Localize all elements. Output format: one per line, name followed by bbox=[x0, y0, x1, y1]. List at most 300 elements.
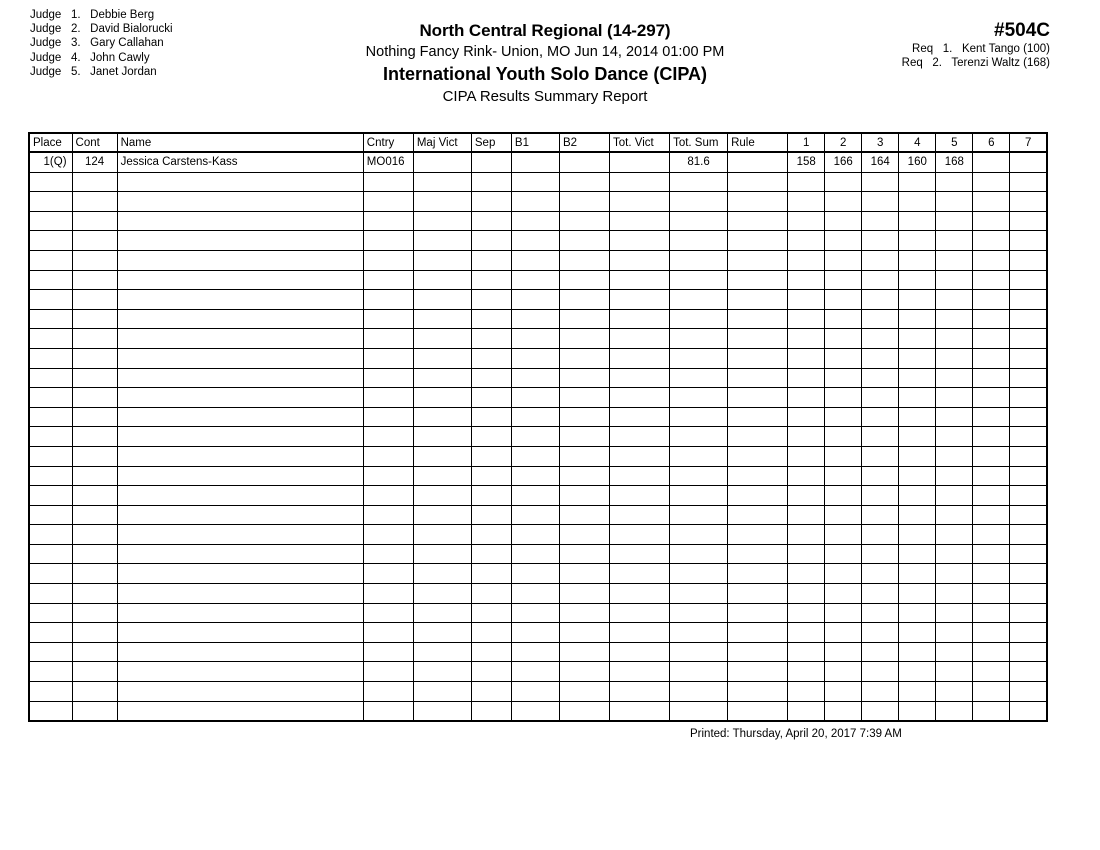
cell-empty bbox=[670, 486, 728, 506]
cell-empty bbox=[559, 290, 609, 310]
cell-empty bbox=[936, 642, 973, 662]
cell-empty bbox=[29, 662, 72, 682]
requirement-name: Kent Tango (100) bbox=[961, 43, 1050, 55]
cell-empty bbox=[559, 172, 609, 192]
cell-empty bbox=[973, 446, 1010, 466]
cell-empty bbox=[29, 682, 72, 702]
cell-empty bbox=[413, 388, 471, 408]
cell-empty bbox=[117, 466, 363, 486]
cell-empty bbox=[825, 231, 862, 251]
cell-empty bbox=[936, 329, 973, 349]
cell-empty bbox=[670, 407, 728, 427]
cell-empty bbox=[413, 662, 471, 682]
cell-empty bbox=[936, 525, 973, 545]
cell-empty bbox=[862, 564, 899, 584]
cell-empty bbox=[1010, 662, 1047, 682]
cell-empty bbox=[1010, 623, 1047, 643]
cell-empty bbox=[1010, 172, 1047, 192]
cell-empty bbox=[1010, 309, 1047, 329]
table-row-empty[interactable] bbox=[29, 505, 1047, 525]
cell-empty bbox=[728, 407, 788, 427]
cell-empty bbox=[899, 584, 936, 604]
cell-empty bbox=[899, 505, 936, 525]
cell-empty bbox=[471, 427, 511, 447]
cell-empty bbox=[363, 642, 413, 662]
table-row-empty[interactable] bbox=[29, 407, 1047, 427]
cell-empty bbox=[29, 525, 72, 545]
cell-empty bbox=[511, 446, 559, 466]
cell-empty bbox=[610, 211, 670, 231]
cell-empty bbox=[511, 544, 559, 564]
cell-empty bbox=[936, 486, 973, 506]
cell-empty bbox=[471, 623, 511, 643]
cell-empty bbox=[72, 192, 117, 212]
cell-empty bbox=[72, 446, 117, 466]
cell-empty bbox=[413, 329, 471, 349]
cell-empty bbox=[610, 525, 670, 545]
cell-empty bbox=[728, 662, 788, 682]
cell-empty bbox=[413, 603, 471, 623]
cell-empty bbox=[1010, 427, 1047, 447]
table-row-empty[interactable] bbox=[29, 427, 1047, 447]
cell-empty bbox=[363, 348, 413, 368]
cell-empty bbox=[1010, 564, 1047, 584]
table-row-empty[interactable] bbox=[29, 309, 1047, 329]
cell-empty bbox=[825, 329, 862, 349]
table-row-empty[interactable] bbox=[29, 446, 1047, 466]
cell-empty bbox=[72, 682, 117, 702]
cell-empty bbox=[899, 211, 936, 231]
cell-empty bbox=[973, 603, 1010, 623]
cell-empty bbox=[936, 388, 973, 408]
cell-empty bbox=[862, 290, 899, 310]
cell-empty bbox=[670, 388, 728, 408]
cell-empty bbox=[862, 466, 899, 486]
cell-empty bbox=[788, 642, 825, 662]
cell-empty bbox=[72, 642, 117, 662]
cell-empty bbox=[788, 466, 825, 486]
table-row-empty[interactable] bbox=[29, 623, 1047, 643]
cell-empty bbox=[471, 701, 511, 721]
cell-empty bbox=[788, 407, 825, 427]
cell-empty bbox=[471, 682, 511, 702]
cell-empty bbox=[117, 309, 363, 329]
cell-empty bbox=[559, 505, 609, 525]
cell-empty bbox=[825, 564, 862, 584]
cell-empty bbox=[788, 701, 825, 721]
cell-empty bbox=[1010, 250, 1047, 270]
cell-empty bbox=[610, 584, 670, 604]
cell-empty bbox=[363, 466, 413, 486]
cell-empty bbox=[117, 407, 363, 427]
table-row-empty[interactable] bbox=[29, 662, 1047, 682]
cell-empty bbox=[728, 250, 788, 270]
cell-empty bbox=[1010, 505, 1047, 525]
cell-empty bbox=[610, 544, 670, 564]
cell-empty bbox=[670, 348, 728, 368]
table-row-empty[interactable] bbox=[29, 466, 1047, 486]
cell-empty bbox=[899, 682, 936, 702]
table-row-empty[interactable] bbox=[29, 584, 1047, 604]
cell-empty bbox=[936, 603, 973, 623]
requirement-label: Req bbox=[901, 57, 923, 70]
cell-empty bbox=[825, 192, 862, 212]
cell-empty bbox=[973, 564, 1010, 584]
cell-empty bbox=[511, 309, 559, 329]
requirement-entry bbox=[902, 56, 1050, 70]
cell-empty bbox=[471, 584, 511, 604]
cell-empty bbox=[471, 250, 511, 270]
table-row-empty[interactable] bbox=[29, 642, 1047, 662]
cell-empty bbox=[899, 290, 936, 310]
cell-empty bbox=[899, 368, 936, 388]
cell-empty bbox=[471, 388, 511, 408]
cell-empty bbox=[29, 250, 72, 270]
cell-empty bbox=[825, 368, 862, 388]
cell-empty bbox=[973, 682, 1010, 702]
cell-empty bbox=[72, 270, 117, 290]
cell-empty bbox=[559, 701, 609, 721]
cell-empty bbox=[973, 623, 1010, 643]
cell-empty bbox=[936, 623, 973, 643]
cell-empty bbox=[363, 250, 413, 270]
cell-judge-2: 166 bbox=[825, 152, 862, 172]
cell-empty bbox=[559, 662, 609, 682]
table-row-empty[interactable] bbox=[29, 329, 1047, 349]
cell-empty bbox=[728, 544, 788, 564]
cell-empty bbox=[862, 270, 899, 290]
cell-empty bbox=[117, 544, 363, 564]
cell-empty bbox=[788, 290, 825, 310]
cell-empty bbox=[559, 446, 609, 466]
cell-empty bbox=[899, 172, 936, 192]
table-row-empty[interactable] bbox=[29, 368, 1047, 388]
cell-empty bbox=[72, 348, 117, 368]
cell-empty bbox=[728, 388, 788, 408]
cell-empty bbox=[117, 270, 363, 290]
cell-empty bbox=[936, 211, 973, 231]
cell-empty bbox=[1010, 486, 1047, 506]
cell-empty bbox=[117, 211, 363, 231]
cell-empty bbox=[862, 642, 899, 662]
cell-cont: 124 bbox=[72, 152, 117, 172]
cell-empty bbox=[559, 192, 609, 212]
cell-empty bbox=[788, 250, 825, 270]
cell-empty bbox=[728, 642, 788, 662]
cell-empty bbox=[117, 603, 363, 623]
cell-empty bbox=[610, 701, 670, 721]
column-header-judge-3: 3 bbox=[862, 133, 899, 152]
cell-empty bbox=[559, 525, 609, 545]
table-row-empty[interactable] bbox=[29, 525, 1047, 545]
cell-empty bbox=[363, 407, 413, 427]
judge-number: 3. bbox=[70, 37, 81, 50]
cell-empty bbox=[363, 701, 413, 721]
cell-empty bbox=[862, 603, 899, 623]
cell-empty bbox=[413, 623, 471, 643]
cell-empty bbox=[899, 662, 936, 682]
cell-empty bbox=[862, 192, 899, 212]
cell-empty bbox=[511, 466, 559, 486]
cell-empty bbox=[862, 584, 899, 604]
cell-empty bbox=[117, 505, 363, 525]
cell-empty bbox=[471, 172, 511, 192]
cell-empty bbox=[788, 603, 825, 623]
table-row-empty[interactable] bbox=[29, 682, 1047, 702]
cell-empty bbox=[29, 486, 72, 506]
cell-empty bbox=[936, 505, 973, 525]
cell-empty bbox=[72, 564, 117, 584]
cell-empty bbox=[29, 603, 72, 623]
cell-empty bbox=[610, 368, 670, 388]
cell-empty bbox=[559, 231, 609, 251]
cell-empty bbox=[973, 427, 1010, 447]
cell-empty bbox=[670, 368, 728, 388]
cell-empty bbox=[610, 407, 670, 427]
judge-label: Judge bbox=[30, 51, 62, 64]
cell-empty bbox=[72, 544, 117, 564]
cell-empty bbox=[610, 623, 670, 643]
cell-empty bbox=[29, 388, 72, 408]
cell-empty bbox=[72, 368, 117, 388]
cell-empty bbox=[1010, 290, 1047, 310]
cell-empty bbox=[363, 211, 413, 231]
cell-empty bbox=[670, 525, 728, 545]
cell-b2 bbox=[559, 152, 609, 172]
cell-empty bbox=[862, 172, 899, 192]
cell-empty bbox=[117, 250, 363, 270]
cell-empty bbox=[728, 329, 788, 349]
cell-empty bbox=[936, 192, 973, 212]
cell-empty bbox=[29, 270, 72, 290]
cell-empty bbox=[862, 427, 899, 447]
table-row-empty[interactable] bbox=[29, 603, 1047, 623]
cell-empty bbox=[72, 211, 117, 231]
cell-empty bbox=[559, 250, 609, 270]
cell-empty bbox=[29, 348, 72, 368]
cell-judge-3: 164 bbox=[862, 152, 899, 172]
cell-empty bbox=[670, 329, 728, 349]
cell-empty bbox=[973, 525, 1010, 545]
table-row-empty[interactable] bbox=[29, 290, 1047, 310]
cell-empty bbox=[471, 290, 511, 310]
cell-empty bbox=[29, 329, 72, 349]
cell-empty bbox=[862, 505, 899, 525]
cell-empty bbox=[511, 486, 559, 506]
cell-empty bbox=[117, 348, 363, 368]
table-row-empty[interactable] bbox=[29, 701, 1047, 721]
cell-empty bbox=[471, 466, 511, 486]
column-header-maj-vict: Maj Vict bbox=[413, 133, 471, 152]
cell-empty bbox=[670, 466, 728, 486]
cell-judge-1: 158 bbox=[788, 152, 825, 172]
judge-label: Judge bbox=[30, 23, 62, 36]
cell-empty bbox=[728, 682, 788, 702]
cell-empty bbox=[559, 642, 609, 662]
cell-empty bbox=[728, 192, 788, 212]
cell-empty bbox=[471, 446, 511, 466]
cell-empty bbox=[825, 623, 862, 643]
column-header-judge-4: 4 bbox=[899, 133, 936, 152]
cell-empty bbox=[788, 427, 825, 447]
cell-empty bbox=[559, 603, 609, 623]
cell-empty bbox=[559, 309, 609, 329]
cell-b1 bbox=[511, 152, 559, 172]
cell-empty bbox=[728, 231, 788, 251]
cell-empty bbox=[363, 368, 413, 388]
cell-empty bbox=[825, 172, 862, 192]
cell-empty bbox=[471, 192, 511, 212]
cell-empty bbox=[728, 701, 788, 721]
cell-empty bbox=[788, 505, 825, 525]
cell-empty bbox=[728, 270, 788, 290]
judge-label: Judge bbox=[30, 37, 62, 50]
cell-empty bbox=[1010, 368, 1047, 388]
cell-empty bbox=[610, 172, 670, 192]
cell-empty bbox=[72, 388, 117, 408]
cell-empty bbox=[825, 584, 862, 604]
cell-empty bbox=[973, 231, 1010, 251]
cell-empty bbox=[825, 446, 862, 466]
cell-empty bbox=[471, 505, 511, 525]
cell-empty bbox=[825, 309, 862, 329]
cell-empty bbox=[72, 231, 117, 251]
cell-empty bbox=[363, 525, 413, 545]
cell-empty bbox=[29, 231, 72, 251]
cell-empty bbox=[973, 329, 1010, 349]
cell-empty bbox=[511, 407, 559, 427]
cell-empty bbox=[117, 231, 363, 251]
cell-empty bbox=[899, 192, 936, 212]
judge-number: 5. bbox=[70, 65, 81, 78]
cell-empty bbox=[413, 584, 471, 604]
cell-empty bbox=[471, 525, 511, 545]
column-header-tot-vict: Tot. Vict bbox=[610, 133, 670, 152]
cell-empty bbox=[29, 309, 72, 329]
cell-empty bbox=[899, 701, 936, 721]
cell-empty bbox=[936, 584, 973, 604]
cell-empty bbox=[363, 427, 413, 447]
cell-empty bbox=[899, 623, 936, 643]
cell-empty bbox=[29, 623, 72, 643]
judge-label: Judge bbox=[30, 9, 62, 21]
results-table bbox=[28, 132, 1048, 722]
cell-empty bbox=[825, 211, 862, 231]
cell-empty bbox=[973, 642, 1010, 662]
cell-empty bbox=[117, 642, 363, 662]
column-header-b1: B1 bbox=[511, 133, 559, 152]
cell-empty bbox=[1010, 701, 1047, 721]
cell-empty bbox=[363, 564, 413, 584]
cell-empty bbox=[72, 584, 117, 604]
cell-empty bbox=[1010, 642, 1047, 662]
cell-empty bbox=[72, 701, 117, 721]
cell-empty bbox=[471, 231, 511, 251]
table-row-empty[interactable] bbox=[29, 348, 1047, 368]
cell-empty bbox=[72, 603, 117, 623]
cell-empty bbox=[936, 270, 973, 290]
cell-empty bbox=[825, 486, 862, 506]
cell-empty bbox=[72, 250, 117, 270]
cell-empty bbox=[862, 682, 899, 702]
cell-empty bbox=[117, 427, 363, 447]
column-header-sep: Sep bbox=[471, 133, 511, 152]
table-row-empty[interactable] bbox=[29, 486, 1047, 506]
table-row-empty[interactable] bbox=[29, 544, 1047, 564]
table-row-empty[interactable] bbox=[29, 270, 1047, 290]
column-header-place: Place bbox=[29, 133, 72, 152]
table-row-empty[interactable] bbox=[29, 250, 1047, 270]
cell-empty bbox=[936, 466, 973, 486]
cell-empty bbox=[788, 446, 825, 466]
cell-empty bbox=[559, 584, 609, 604]
cell-empty bbox=[670, 584, 728, 604]
cell-empty bbox=[862, 368, 899, 388]
cell-empty bbox=[117, 525, 363, 545]
cell-empty bbox=[72, 662, 117, 682]
cell-empty bbox=[936, 427, 973, 447]
cell-empty bbox=[29, 211, 72, 231]
cell-empty bbox=[825, 525, 862, 545]
cell-empty bbox=[511, 270, 559, 290]
cell-empty bbox=[117, 662, 363, 682]
judge-entry bbox=[30, 51, 173, 65]
event-number: #504C bbox=[994, 20, 1050, 41]
cell-empty bbox=[728, 211, 788, 231]
cell-empty bbox=[363, 505, 413, 525]
column-header-judge-5: 5 bbox=[936, 133, 973, 152]
table-row-empty[interactable] bbox=[29, 388, 1047, 408]
cell-empty bbox=[899, 446, 936, 466]
table-row[interactable] bbox=[29, 152, 1047, 172]
requirement-label: Req bbox=[912, 43, 934, 55]
table-row-empty[interactable] bbox=[29, 211, 1047, 231]
cell-empty bbox=[610, 603, 670, 623]
table-row-empty[interactable] bbox=[29, 172, 1047, 192]
cell-name: Jessica Carstens-Kass bbox=[117, 152, 363, 172]
table-row-empty[interactable] bbox=[29, 231, 1047, 251]
requirement-name: Terenzi Waltz (168) bbox=[951, 57, 1050, 70]
cell-empty bbox=[862, 525, 899, 545]
cell-empty bbox=[117, 682, 363, 702]
table-row-empty[interactable] bbox=[29, 564, 1047, 584]
cell-empty bbox=[1010, 407, 1047, 427]
cell-empty bbox=[72, 466, 117, 486]
cell-empty bbox=[559, 623, 609, 643]
cell-empty bbox=[788, 662, 825, 682]
cell-empty bbox=[610, 329, 670, 349]
cell-empty bbox=[511, 682, 559, 702]
cell-empty bbox=[1010, 329, 1047, 349]
table-row-empty[interactable] bbox=[29, 192, 1047, 212]
cell-empty bbox=[788, 486, 825, 506]
cell-empty bbox=[413, 525, 471, 545]
cell-empty bbox=[788, 231, 825, 251]
cell-empty bbox=[670, 192, 728, 212]
cell-empty bbox=[511, 348, 559, 368]
judge-number: 2. bbox=[70, 23, 81, 36]
cell-empty bbox=[511, 388, 559, 408]
event-number-block bbox=[902, 19, 1050, 70]
cell-empty bbox=[559, 682, 609, 702]
cell-empty bbox=[899, 525, 936, 545]
cell-empty bbox=[899, 486, 936, 506]
cell-empty bbox=[862, 329, 899, 349]
cell-empty bbox=[413, 682, 471, 702]
cell-empty bbox=[559, 544, 609, 564]
cell-empty bbox=[825, 505, 862, 525]
cell-empty bbox=[559, 466, 609, 486]
